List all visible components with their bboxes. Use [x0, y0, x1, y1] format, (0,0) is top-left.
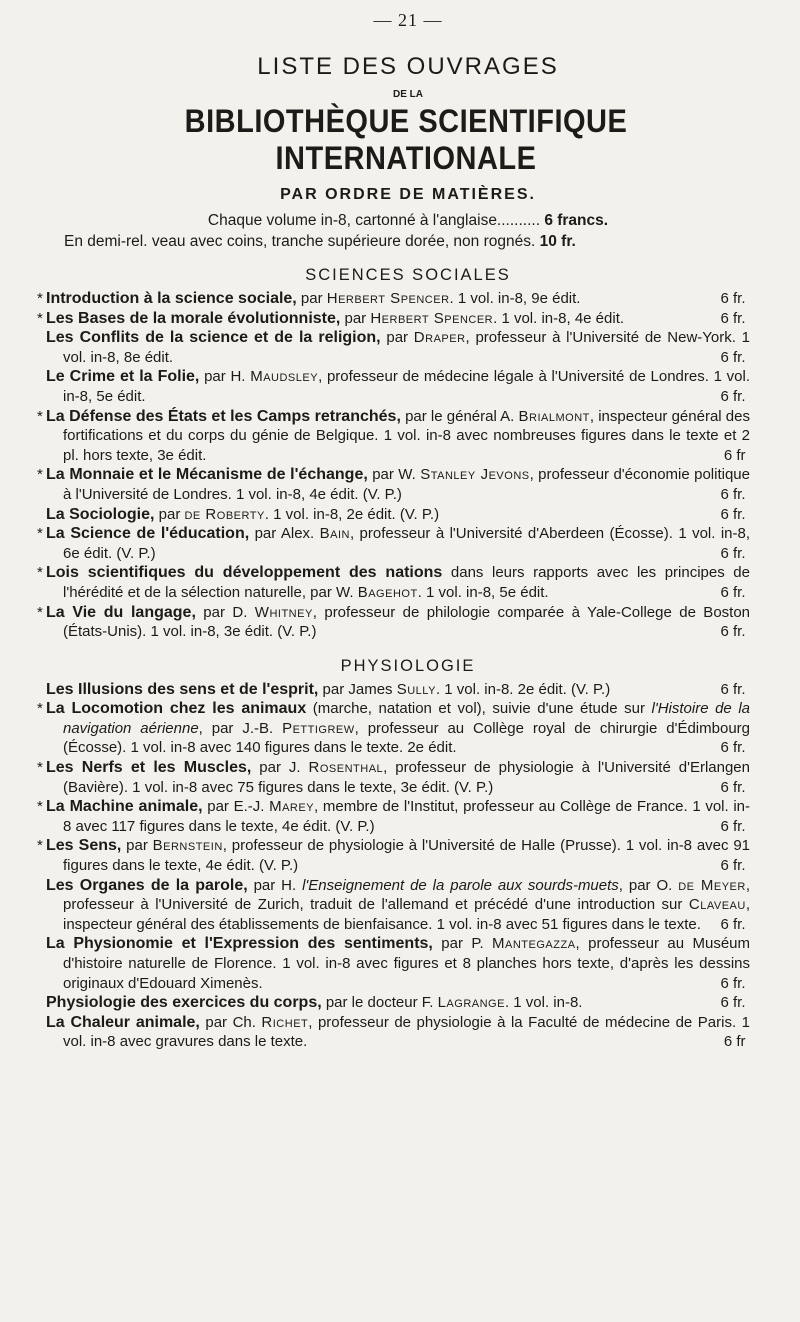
entry-author: Whitney	[254, 603, 313, 621]
entry-pre: par	[154, 505, 185, 523]
entry-pre: par H.	[247, 876, 303, 894]
entry-details: . 1 vol. in-8, 5e édit.	[417, 583, 549, 601]
entry-price: 6 fr.	[720, 739, 746, 757]
entry-price: 6 fr	[723, 1033, 746, 1051]
entry-price: 6 fr.	[720, 485, 746, 503]
entry-details: , professeur à l'Université de Zurich, traduit de l'allemand et précédé d'une introduction sur	[63, 876, 750, 914]
page-number: — 21 —	[373, 10, 443, 30]
entry-title: Introduction à la science sociale,	[46, 290, 297, 307]
entry-details: , professeur au Collège royal de chirurgie d'Édimbourg (Écosse). 1 vol. in-8 avec 140 figures dans le texte. 2e édit.	[63, 719, 750, 757]
entry-author: Bernstein	[152, 837, 223, 855]
entry-pre: par le docteur F.	[321, 994, 438, 1012]
entry-price: 6 fr.	[720, 309, 746, 327]
entry-details: , professeur de physiologie à l'Université de Halle (Prusse). 1 vol. in-8 avec 91 figures dans le texte, 4e édit. (V. P.)	[63, 837, 751, 875]
entry-title: Les Bases de la morale évolutionniste,	[46, 309, 341, 327]
entry-author: Herbert Spencer	[370, 309, 494, 327]
entry-italic: l'Histoire de la navigation aérienne	[63, 700, 750, 737]
entry-pre: par Alex.	[249, 525, 320, 543]
catalog-entry	[46, 505, 750, 525]
catalog-entry	[46, 993, 750, 1013]
entry-price: 6 fr.	[720, 583, 746, 601]
entry-details: . 1 vol. in-8, 9e édit.	[449, 290, 581, 307]
catalog-entry	[46, 934, 750, 993]
price-line-demi-rel-price: 10 fr.	[539, 233, 576, 250]
entry-title: Les Organes de la parole,	[46, 876, 248, 894]
entry-author: Bagehot	[357, 583, 418, 601]
entry-title: Les Conflits de la science et de la religion,	[46, 329, 381, 347]
library-title: BIBLIOTHÈQUE SCIENTIFIQUE INTERNATIONALE	[184, 104, 628, 177]
entry-title: La Physionomie et l'Expression des sentiments,	[46, 935, 433, 953]
catalog-entry: *La Défense des États et les Camps retranchés, par le général A. Brialmont, inspecteur général des fortifications et du corps du génie de Belgique. 1 vol. in-8 avec nombreuses figures dans le texte et 2 pl. hors texte, 3e édit. 6 fr	[37, 407, 750, 464]
entry-price: 6 fr.	[720, 994, 746, 1012]
entry-author: Richet	[261, 1013, 309, 1031]
entry-details: . 1 vol. in-8. 2e édit. (V. P.)	[435, 680, 611, 698]
entry-italic: l'Enseignement de la parole aux sourds-muets	[302, 876, 619, 894]
entry-price: 6 fr.	[720, 857, 746, 875]
order-subtitle: PAR ORDRE DE MATIÈRES.	[280, 186, 536, 203]
catalog-sections	[37, 266, 751, 1052]
entry-pre: par	[380, 329, 414, 347]
entry-details: , inspecteur général des fortifications et du corps du génie de Belgique. 1 vol. in-8 avec nombreuses figures dans le texte et 2 pl. hors texte, 3e édit.	[63, 407, 750, 464]
entry-author: Rosenthal	[308, 759, 384, 777]
entry-price: 6 fr.	[720, 387, 746, 405]
entry-details: , professeur d'économie politique à l'Université de Londres. 1 vol. in-8, 4e édit. (V. P.)	[63, 466, 750, 503]
entry-author: Pettigrew	[282, 719, 355, 737]
entry-price: 6 fr	[723, 446, 746, 464]
entry-price: 6 fr.	[720, 680, 746, 698]
entry-details: , professeur au Muséum d'histoire naturelle de Florence. 1 vol. in-8 avec figures et 8 planches hors texte, d'après les dessins originaux d'Edouard Ximenès.	[63, 935, 750, 992]
catalog-entry: *La Locomotion chez les animaux (marche, natation et vol), suivie d'une étude sur l'Histoire de la navigation aérienne, par J.-B. Pettigrew, professeur au Collège royal de chirurgie d'Édimbourg (Écosse). 1 vol. in-8 avec 140 figures dans le texte. 2e édit. 6 fr.	[37, 700, 750, 757]
entry-author2: Claveau	[688, 896, 746, 914]
catalog-entry: *Les Sens, par Bernstein, professeur de physiologie à l'Université de Halle (Prusse). 1 vol. in-8 avec 91 figures dans le texte, 4e édit. (V. P.) 6 fr.	[37, 837, 751, 875]
entry-pre: par D.	[195, 603, 255, 621]
entry-price: 6 fr.	[720, 623, 746, 641]
entry-title: Les Illusions des sens et de l'esprit,	[46, 680, 319, 698]
entry-title: La Locomotion chez les animaux	[46, 700, 307, 718]
catalog-entry: *Les Bases de la morale évolutionniste, par Herbert Spencer. 1 vol. in-8, 4e édit. 6 fr.	[46, 309, 750, 329]
entry-title: La Chaleur animale,	[46, 1013, 200, 1031]
entry-author: Mantegazza	[492, 935, 576, 953]
entry-title: Le Crime et la Folie,	[46, 368, 200, 386]
catalog-entry: *La Monnaie et le Mécanisme de l'échange, par W. Stanley Jevons, professeur d'économie politique à l'Université de Londres. 1 vol. in-8, 4e édit. (V. P.) 6 fr.	[37, 466, 750, 503]
entry-title: La Science de l'éducation,	[46, 525, 250, 543]
price-line-cartonne	[46, 212, 750, 230]
entry-pre: par le général A.	[400, 407, 519, 425]
entry-details: . 1 vol. in-8, 2e édit. (V. P.)	[264, 505, 440, 523]
entry-title: La Monnaie et le Mécanisme de l'échange,	[46, 466, 368, 484]
entry-title: La Défense des États et les Camps retranchés,	[46, 407, 401, 425]
entry-pre: par	[340, 309, 371, 327]
entry-author: de Roberty	[184, 505, 265, 523]
entry-author: Herbert Spencer	[326, 290, 450, 307]
entry-title: Physiologie des exercices du corps,	[46, 994, 322, 1012]
entry-pre: par H.	[199, 368, 251, 386]
entry-pre2: , par O.	[618, 876, 679, 894]
price-line-demi-rel-text: En demi-rel. veau avec coins, tranche supérieure dorée, non rognés.	[64, 233, 536, 250]
catalog-entry: *Les Nerfs et les Muscles, par J. Rosenthal, professeur de physiologie à l'Université d'Erlangen (Bavière). 1 vol. in-8 avec 75 figures dans le texte, 3e édit. (V. P.) 6 fr.	[37, 759, 750, 796]
entry-title: La Sociologie,	[46, 505, 155, 523]
entry-title: Les Sens,	[46, 837, 122, 855]
entry-details: , professeur à l'Université d'Aberdeen (Écosse). 1 vol. in-8, 6e édit. (V. P.)	[63, 525, 751, 562]
price-line-cartonne-price: 6 francs.	[544, 212, 609, 229]
entry-price: 6 fr.	[720, 544, 746, 562]
entry-pre: par Ch.	[199, 1013, 262, 1031]
price-line-cartonne-text: Chaque volume in-8, cartonné à l'anglaise..........	[207, 212, 540, 229]
entry-author: Bain	[319, 525, 350, 543]
entry-details: , professeur de philologie comparée à Yale-College de Boston (États-Unis). 1 vol. in-8, 3e édit. (V. P.)	[63, 603, 751, 641]
entry-author: Draper	[413, 329, 466, 347]
entry-price: 6 fr.	[720, 817, 746, 835]
entry-pre: par James	[318, 680, 397, 698]
entry-title: Lois scientifiques du développement des nations	[46, 564, 443, 582]
entry-details2: , inspecteur général des établissements de bienfaisance. 1 vol. in-8 avec 51 figures dans le texte.	[63, 896, 750, 933]
entry-price: 6 fr.	[720, 348, 746, 366]
entry-details: , membre de l'Institut, professeur au Collège de France. 1 vol. in-8 avec 117 figures dans le texte, 4e édit. (V. P.)	[63, 798, 750, 835]
catalog-entry: *La Science de l'éducation, par Alex. Bain, professeur à l'Université d'Aberdeen (Écosse). 1 vol. in-8, 6e édit. (V. P.) 6 fr.	[37, 525, 751, 562]
catalog-entry	[46, 367, 750, 406]
catalog-entry	[46, 328, 750, 367]
entry-pre2: , par J.-B.	[198, 719, 283, 737]
entry-title: La Vie du langage,	[46, 603, 196, 621]
entry-details: . 1 vol. in-8, 4e édit.	[493, 309, 625, 327]
entry-title: Les Nerfs et les Muscles,	[46, 759, 252, 777]
entry-author: Maudsley	[250, 368, 319, 386]
catalog-entry: *La Vie du langage, par D. Whitney, professeur de philologie comparée à Yale-College de Boston (États-Unis). 1 vol. in-8, 3e édit. (V. P.) 6 fr.	[37, 603, 751, 641]
entry-price: 6 fr.	[720, 915, 746, 933]
entry-details: , professeur de physiologie à l'Université d'Erlangen (Bavière). 1 vol. in-8 avec 75 figures dans le texte, 3e édit. (V. P.)	[63, 759, 750, 796]
entry-title: La Machine animale,	[46, 798, 203, 816]
section-heading: PHYSIOLOGIE	[340, 656, 476, 675]
catalog-entry	[46, 1013, 750, 1052]
entry-price: 6 fr.	[720, 974, 746, 992]
entry-author: Stanley Jevons	[420, 466, 530, 484]
entry-pre: par J.	[251, 759, 309, 777]
entry-price: 6 fr.	[720, 778, 746, 796]
entry-pre: par E.-J.	[202, 798, 270, 816]
entry-pre: (marche, natation et vol), suivie d'une étude sur	[306, 700, 652, 718]
entry-author: de Meyer	[678, 876, 746, 894]
price-line-demi-rel	[46, 233, 750, 251]
list-title: LISTE DES OUVRAGES	[257, 53, 559, 80]
catalog-entry	[46, 680, 750, 700]
entry-details: , professeur de médecine légale à l'Université de Londres. 1 vol. in-8, 5e édit.	[63, 368, 750, 405]
entry-pre: par	[296, 290, 327, 307]
entry-price: 6 fr.	[720, 505, 746, 523]
entry-pre: par W.	[367, 466, 421, 484]
entry-author: Sully	[396, 680, 436, 698]
catalog-entry: *Introduction à la science sociale, par Herbert Spencer. 1 vol. in-8, 9e édit. 6 fr.	[46, 289, 750, 309]
entry-details: , professeur à l'Université de New-York. 1 vol. in-8, 8e édit.	[63, 329, 750, 366]
entry-pre: par	[121, 837, 153, 855]
entry-pre: dans leurs rapports avec les principes de l'hérédité et de la sélection naturelle, par W.	[63, 564, 750, 601]
catalog-entry: *La Machine animale, par E.-J. Marey, membre de l'Institut, professeur au Collège de France. 1 vol. in-8 avec 117 figures dans le texte, 4e édit. (V. P.) 6 fr.	[37, 798, 750, 835]
entry-price: 6 fr.	[720, 290, 746, 307]
entry-pre: par P.	[432, 935, 493, 953]
entry-author: Brialmont	[518, 407, 590, 425]
entry-details: . 1 vol. in-8.	[504, 994, 583, 1012]
catalog-entry: *Lois scientifiques du développement des nations dans leurs rapports avec les principes de l'hérédité et de la sélection naturelle, par W. Bagehot. 1 vol. in-8, 5e édit. 6 fr.	[37, 564, 750, 601]
entry-author: Lagrange	[437, 994, 505, 1012]
section-heading: SCIENCES SOCIALES	[305, 266, 511, 284]
entry-details: , professeur de physiologie à la Faculté de médecine de Paris. 1 vol. in-8 avec gravures dans le texte.	[63, 1013, 750, 1051]
list-title-connector: DE LA	[393, 89, 423, 100]
catalog-entry	[46, 876, 750, 935]
entry-author: Marey	[269, 798, 315, 816]
